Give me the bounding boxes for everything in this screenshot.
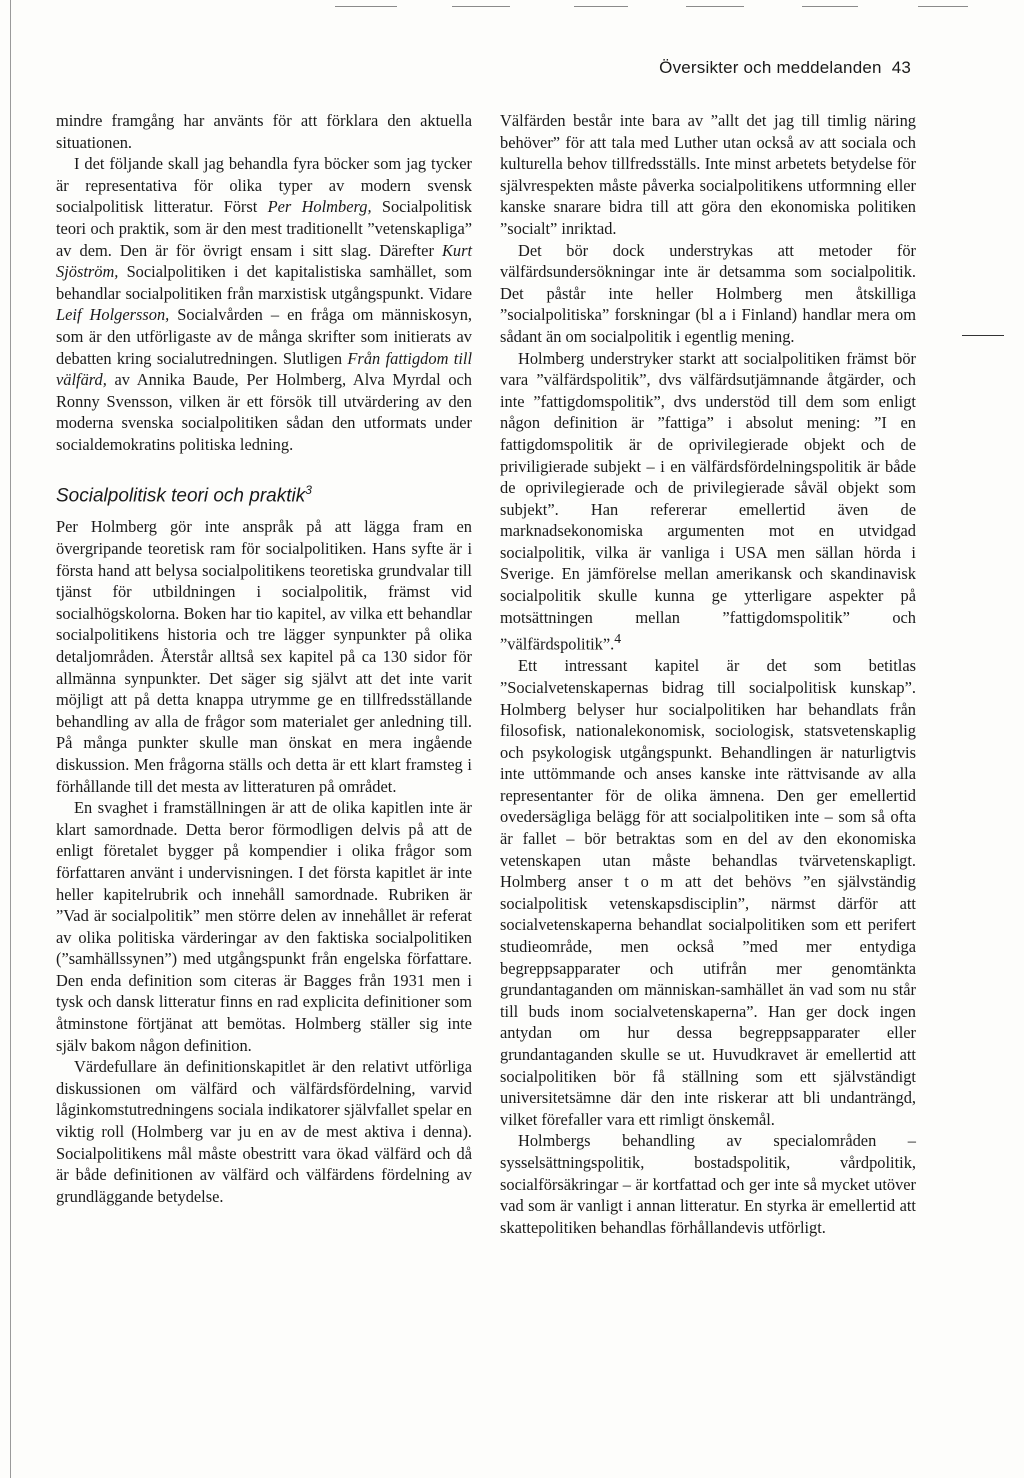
scan-artifact-line bbox=[452, 6, 510, 7]
paragraph: mindre framgång har använts för att förklara den aktuella situationen. bbox=[56, 111, 472, 152]
book-author: Leif Holgersson, bbox=[56, 305, 170, 325]
paragraph: Per Holmberg gör inte anspråk på att lägga fram en övergripande teoretisk ram för socialpolitiken. Hans syfte är i första hand att belysa socialpolitikens teoretiska grundvalar till tjänst för utbildningen i socialpolitik, främst vid socialhögskolorna. Boken har tio kapitel, av vilka ett behandlar socialpolitikens historia och tre lägger synpunkter på olika detaljområden. Återstår alltså sex kapitel på ca 130 sidor för allmänna synpunkter. Det säger sig självt att det inte varit möjligt att på detta knappa utrymme ge en tillfredsställande behandling av alla de frågor som materialet ger anledning till. På många punkter skulle man önskat en mera ingående diskussion. Men frågorna ställs och detta är ett klart framsteg i förhållande till det mesta av litteraturen på området. bbox=[56, 517, 472, 796]
paragraph: En svaghet i framställningen är att de olika kapitlen inte är klart samordnade. Detta beror förmodligen delvis på att de enligt företalet bygger på kompendier i olika frågor som författaren använt i undervisningen. I det första kapitlet är inte heller kapitelrubrik och innehåll samordnade. Rubriken är ”Vad är socialpolitik” men större delen av innehållet är referat av olika politiska värderingar av den faktiska socialpolitiken (”samhällssynen”) med utgångspunkt från engelska författare. Den enda definition som citeras är Bagges från 1931 men i tysk och dansk litteratur finns en rad explicita definitioner som åtminstone förtjänat att bemötas. Holmberg ställer sig inte själv bakom någon definition. bbox=[56, 798, 472, 1055]
paragraph: Holmbergs behandling av specialområden – sysselsättningspolitik, bostadspolitik, vårdpolitik, socialförsäkringar – är kortfattad och ger inte så mycket utöver vad som är vanligt i annan litteratur. En styrka är emellertid att skattepolitiken behandlas förhållandevis utförligt. bbox=[500, 1131, 916, 1237]
paragraph: Värdefullare än definitionskapitlet är den relativt utförliga diskussionen om välfärd och välfärdsfördelning, varvid låginkomstutredningens sociala indikatorer självfallet spelar en viktig roll (Holmberg var ju en av de mest aktiva i denna). Socialpolitikens mål måste obestritt vara ökad välfärd och då är både definitionen av välfärd och välfärdens fördelning av grundläggande betydelse. bbox=[56, 1057, 472, 1206]
running-title: Översikter och meddelanden bbox=[659, 58, 882, 77]
paragraph: Holmberg understryker starkt att socialpolitiken främst bör vara ”välfärdspolitik”, dvs välfärdsutjämnande åtgärder, och inte ”fattigdomspolitik”, dvs understöd till dem som enligt någon definition är ”fattiga” i absolut mening: ”I en fattigdomspolitik är de oprivilegierade objekt och de priviligierade subjekt – i en välfärdsfördelningspolitik är både de oprivilegierade och de privilegierade såväl objekt som subjekt”. Han refererar emellertid även de marknadsekonomiska argumenten mot en utvidgad socialpolitik, vilka är vanliga i USA men sällan hörda i Sverige. En jämförelse mellan amerikansk och skandinavisk socialpolitik skulle kunna ge ytterligare aspekter på motsättningen mellan ”fattigdomspolitik” och ”välfärdspolitik”.$^4$ bbox=[500, 348, 916, 654]
scan-artifact-line bbox=[686, 6, 744, 7]
footnote-marker: 4 bbox=[614, 631, 622, 647]
paragraph: Välfärden består inte bara av ”allt det jag till timlig näring behöver” för att tala med Luther utan också av att sociala och kulturella behov tillfredsställs. Inte minst arbetets betydelse för självrespekten måste påverka socialpolitikens utformning eller kanske snarare bidra till att göra den ekonomiska politiken ”socialt” inriktad. bbox=[500, 111, 916, 238]
scan-artifact-line bbox=[574, 6, 628, 7]
paragraph: Det bör dock understrykas att metoder för välfärdsundersökningar inte är detsamma som socialpolitik. Det påstår inte heller Holmberg men åtskilliga ”socialpolitiska” forskningar (bl a i Finland) handlar mera om sådant än om socialpolitik i egentlig mening. bbox=[500, 240, 916, 346]
scan-artifact-line bbox=[918, 6, 968, 7]
footnote-marker: 3 bbox=[305, 482, 312, 497]
page-number: 43 bbox=[891, 58, 911, 77]
book-title: Från fattigdom till välfärd, bbox=[56, 348, 472, 390]
book-author: Kurt Sjöström, bbox=[56, 240, 472, 282]
scan-artifact-line bbox=[335, 6, 397, 7]
margin-mark bbox=[962, 335, 1004, 336]
scan-artifact-line bbox=[802, 6, 858, 7]
running-header bbox=[659, 58, 911, 78]
book-author: Per Holmberg, bbox=[267, 197, 372, 217]
scan-edge-rule bbox=[10, 0, 11, 1478]
paragraph: Ett intressant kapitel är det som betitlas ”Socialvetenskapernas bidrag till socialpolitisk kunskap”. Holmberg belyser hur socialpolitiken har behandlats från filosofisk, nationalekonomisk, sociologisk, statsvetenskaplig och psykologisk utgångspunkt. Behandlingen är naturligtvis inte uttömmande och anses kanske inte rättvisande av alla representanter för de olika ämnena. Den ger emellertid ovedersägliga belägg för att socialpolitiken inte – som så ofta är fallet – bör betraktas som en del av den ekonomiska vetenskapen utan måste behandlas tvärvetenskapligt. Holmberg anser t o m att det behövs ”en självständig socialpolitisk vetenskapsdisciplin”, närmst därför att socialvetenskaperna behandlat socialpolitiken som ett perifert studieområde, men också ”med mer entydiga begreppsapparater och utifrån mer genomtänkta grundantaganden om människan-samhället än vad som nu står till buds inom socialvetenskaperna”. Han ger dock ingen antydan om hur dessa begreppsapparater eller grundantaganden skulle se ut. Huvudkravet är emellertid att socialpolitiken bör få ställning som ett självständigt universitetsämne där den inte riskerar att bli undanträngd, vilket förefaller vara ett rimligt önskemål. bbox=[500, 656, 916, 1129]
paragraph: I det följande skall jag behandla fyra böcker som jag tycker är representativa för olika typer av modern svensk socialpolitisk litteratur. Först Per Holmberg, Socialpolitisk teori och praktik, som är den mest traditionellt ”vetenskapliga” av dem. Den är för övrigt ensam i sitt slag. Därefter Kurt Sjöström, Socialpolitiken i det kapitalistiska samhället, som behandlar socialpolitiken från marxistisk utgångspunkt. Vidare Leif Holgersson, Socialvården – en fråga om människosyn, som är den utförligaste av de många skrifter som initierats av debatten kring socialutredningen. Slutligen Från fattigdom till välfärd, av Annika Baude, Per Holmberg, Alva Myrdal och Ronny Svensson, vilken är ett försök till utvärdering av den moderna svenska socialpolitiken sådan den utformats under socialdemokratins politiska ledning. bbox=[56, 154, 472, 454]
left-column bbox=[56, 110, 472, 1207]
right-column bbox=[500, 110, 916, 1238]
section-heading: Socialpolitisk teori och praktik$^3$ bbox=[56, 482, 312, 506]
